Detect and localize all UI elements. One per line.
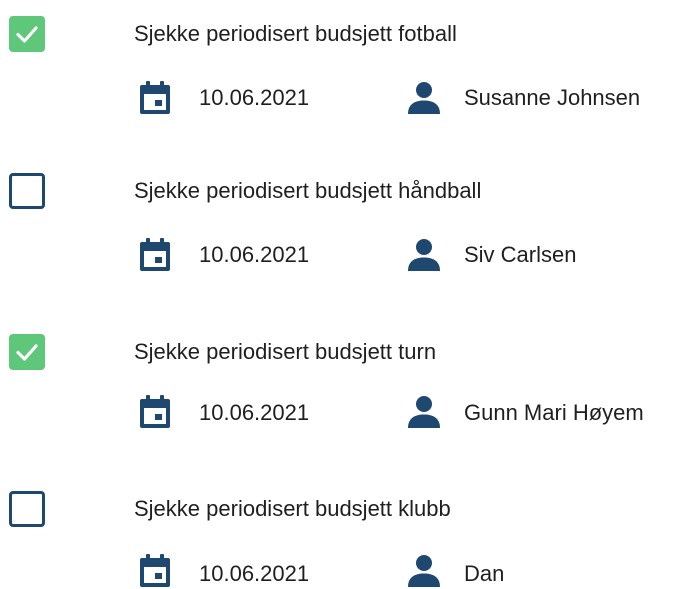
calendar-icon [137,237,175,273]
task-due-date: 10.06.2021 [199,400,310,425]
task-checkbox[interactable] [9,173,45,209]
person-icon [405,394,443,430]
person-icon [405,237,443,273]
task-due-date: 10.06.2021 [199,561,310,586]
task-title[interactable]: Sjekke periodisert budsjett klubb [134,496,451,521]
task-title[interactable]: Sjekke periodisert budsjett håndball [134,178,482,203]
calendar-icon [137,394,175,430]
task-checkbox[interactable] [9,491,45,527]
task-due-date: 10.06.2021 [199,85,310,110]
person-icon [405,553,443,589]
task-checkbox[interactable] [9,334,45,370]
task-due-date: 10.06.2021 [199,242,310,267]
task-assignee: Gunn Mari Høyem [464,400,644,425]
task-title[interactable]: Sjekke periodisert budsjett fotball [134,21,457,46]
checkmark-icon [9,334,45,370]
task-assignee: Susanne Johnsen [464,85,641,110]
task-assignee: Siv Carlsen [464,242,577,267]
calendar-icon [137,553,175,589]
task-assignee: Dan [464,561,505,586]
task-title[interactable]: Sjekke periodisert budsjett turn [134,339,437,364]
